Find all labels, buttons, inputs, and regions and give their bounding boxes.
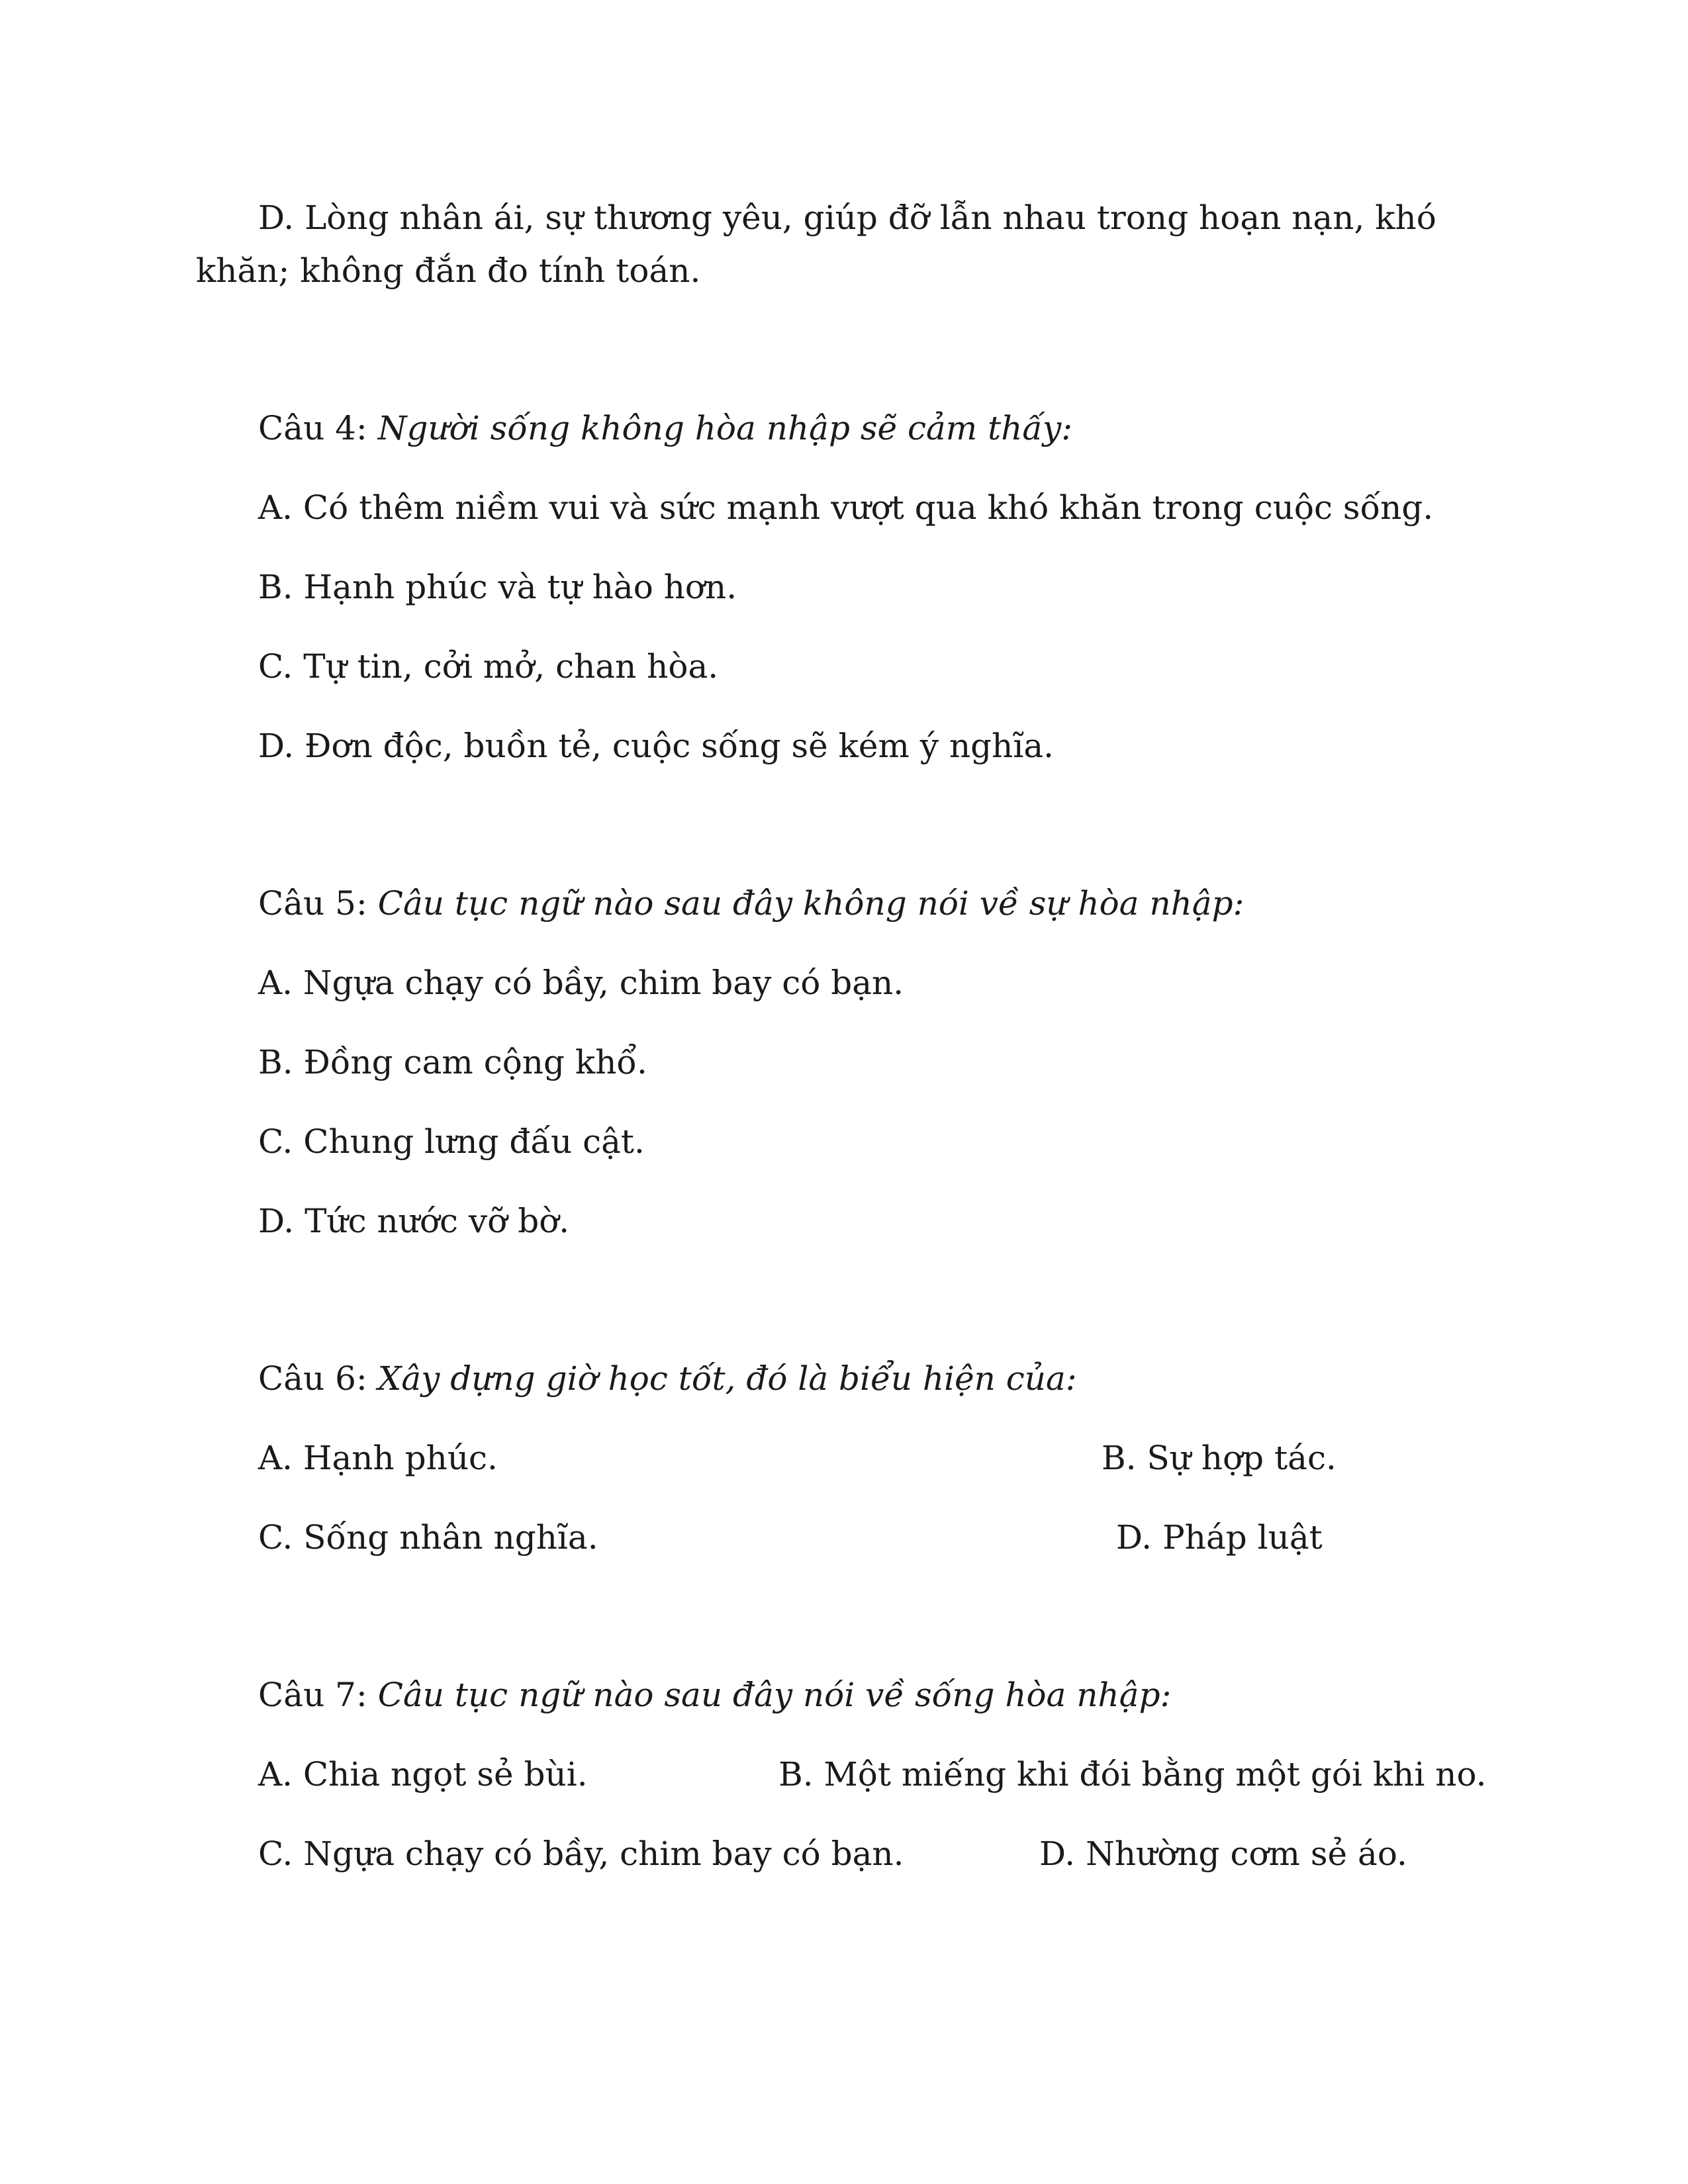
question-7-option-d: D. Nhường cơm sẻ áo. [1039,1835,1407,1873]
question-5-label: Câu 5: [258,884,378,923]
question-5-option-b: B. Đồng cam cộng khổ. [258,1043,647,1081]
question-6 [258,1359,1077,1398]
question-5-option-d: D. Tức nước vỡ bờ. [258,1202,570,1240]
question-5-option-a: A. Ngựa chạy có bầy, chim bay có bạn. [258,964,904,1002]
question-4-option-a: A. Có thêm niềm vui và sức mạnh vượt qua khó khăn trong cuộc sống. [258,488,1434,527]
question-7-option-a: A. Chia ngọt sẻ bùi. [258,1755,588,1794]
question-7-option-c: C. Ngựa chạy có bầy, chim bay có bạn. [258,1835,904,1873]
question-4-option-c: C. Tự tin, cởi mở, chan hòa. [258,647,719,686]
option-d-previous-line-2: khăn; không đắn đo tính toán. [196,251,701,290]
option-d-previous-line-1: D. Lòng nhân ái, sự thương yêu, giúp đỡ lẫn nhau trong hoạn nạn, khó [258,199,1436,237]
question-4-option-b: B. Hạnh phúc và tự hào hơn. [258,568,737,606]
question-6-option-b: B. Sự hợp tác. [1102,1439,1336,1477]
question-4-label: Câu 4: [258,409,378,447]
question-5-option-c: C. Chung lưng đấu cật. [258,1122,645,1161]
question-7-text: Câu tục ngữ nào sau đây nói về sống hòa nhập: [377,1676,1172,1714]
question-6-option-a: A. Hạnh phúc. [258,1439,498,1477]
question-4-option-d: D. Đơn độc, buồn tẻ, cuộc sống sẽ kém ý nghĩa. [258,727,1055,765]
question-7-label: Câu 7: [258,1676,378,1714]
question-6-option-c: C. Sống nhân nghĩa. [258,1518,598,1557]
question-4 [258,409,1073,447]
question-6-label: Câu 6: [258,1359,378,1398]
question-5-text: Câu tục ngữ nào sau đây không nói về sự hòa nhập: [377,884,1244,923]
question-6-text: Xây dựng giờ học tốt, đó là biểu hiện của: [377,1359,1077,1398]
question-5 [258,884,1244,923]
question-7-option-b: B. Một miếng khi đói bằng một gói khi no. [778,1755,1487,1794]
question-6-option-d: D. Pháp luật [1116,1518,1323,1557]
question-7 [258,1676,1172,1714]
question-4-text: Người sống không hòa nhập sẽ cảm thấy: [377,409,1073,447]
